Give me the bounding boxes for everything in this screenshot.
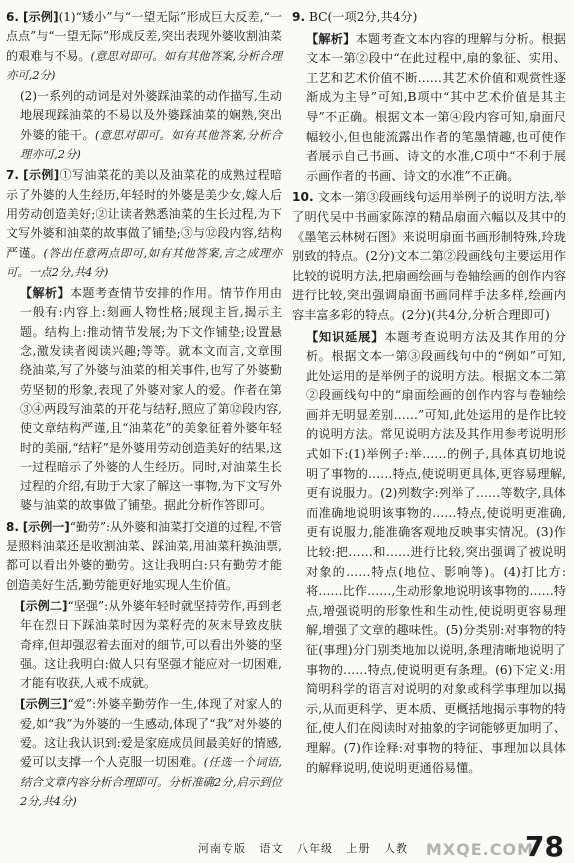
answer-paragraph — [292, 8, 566, 28]
answer-paragraph — [6, 518, 282, 595]
answer-text: ①写油菜花的美以及油菜花的成熟过程暗示了外婆的人生经历,年轻时的外婆是美少女,嫁人后用劳动创造美好;②让读者熟悉油菜的生长过程,为下文写外婆和油菜的故事做了铺垫;③与⑫段内容,结构严谨。 — [6, 168, 282, 260]
answer-paragraph — [6, 695, 282, 811]
question-number: 8. — [6, 519, 19, 534]
scoring-note: (答出任意两点即可,如有其他答案,言之成理亦可。一点2分,共4分) — [6, 245, 282, 279]
scoring-note: (意思对即可。如有其他答案,分析合理亦可,2分) — [20, 127, 282, 162]
answer-text: “坚强”:从外婆年轻时就坚持劳作,再到老年在烈日下踩油菜时因为菜籽壳的灰末导致皮肤奇痒,但却强忍着去面对的细节,可以看出外婆的坚强。这让我明白:做人只有坚强才能应对一切困难,才能有收获,人戒不成就。 — [20, 598, 282, 691]
footer-grade: 八年级 — [297, 842, 333, 855]
answer-paragraph — [292, 188, 566, 325]
left-column — [6, 8, 282, 813]
footer-publisher: 人教 — [384, 842, 408, 855]
answer-tag: 【解析】 — [306, 31, 356, 46]
answer-paragraph — [6, 284, 282, 516]
page-footer — [0, 830, 574, 863]
answer-paragraph — [6, 8, 282, 85]
answer-tag: [示例一] — [22, 519, 70, 534]
footer-subject: 语文 — [259, 842, 284, 855]
scoring-note: (意思对即可。如有其他答案,分析合理亦可,2分) — [6, 48, 282, 82]
answer-text: (2)一系列的动词是对外婆踩油菜的动作描写,生动地展现踩油菜的不易以及外婆踩油菜的娴熟,突出外婆的能干。 — [20, 89, 282, 142]
footer-term: 上册 — [346, 842, 371, 855]
answer-text: 本题考查文本内容的理解与分析。根据文本一第②段中“在此过程中,扇的象征、实用、工艺和艺术价值不断……其艺术价值和观赏性逐渐成为主导”可知,B项中“其中艺术价值是其主导”不正确。根据文本一第④段内容可知,扇面尺幅较小,但也能流露出作者的笔墨情趣,也可使作者展示自己书画、诗文的水准,C项中“不利于展示画作者的书画、诗文的水准”不正确。 — [306, 31, 566, 183]
answer-text: 文本一第③段画线句运用举例子的说明方法,举了明代吴中书画家陈淳的精品扇面六幅以及其中的《墨笔云林树石图》来说明扇面书画形制特殊,玲珑别致的特点。(2分)文本二第②段画线句主要运用作比较的说明方法,把扇画绘画与卷轴绘画的创作内容进行比较,突出强调扇面书画同样手法多样,绘画内容丰富多彩的特点。(2分)(共4分,分析合理即可) — [292, 190, 567, 322]
answer-paragraph — [6, 597, 282, 693]
answer-tag: [示例] — [22, 10, 59, 24]
answer-text: BC(一项2分,共4分) — [309, 10, 418, 24]
footer-edition: 河南专版 — [198, 842, 246, 855]
answer-paragraph — [292, 328, 566, 779]
answer-paragraph — [6, 166, 282, 282]
answer-tag: [示例] — [23, 168, 60, 183]
answer-text: “爱”:外婆辛勤劳作一生,体现了对家人的爱,如“我”为外婆的一生感动,体现了“我”对外婆的爱。这让我认识到:爱是家庭成员间最美好的情感,爱可以支撑一个人克服一切困难。 — [20, 697, 282, 770]
footer-meta — [198, 840, 408, 856]
answer-text: “勤劳”:从外婆和油菜打交道的过程,不管是照料油菜还是收割油菜、踩油菜,用油菜秆换油票,都可以看出外婆的勤劳。这让我明白:只有勤劳才能创造美好生活,勤劳能更好地实现人生价值。 — [6, 519, 282, 592]
watermark-logo: MXQE.COM — [425, 840, 534, 859]
answer-text: (1)“矮小”与“一望无际”形成巨大反差,“一点点”与“一望无际”形成反差,突出表现外婆收割油菜的艰难与不易。 — [6, 10, 282, 63]
answer-text: 本题考查情节安排的作用。情节作用由一般有:内容上:刻画人物性格;展现主旨,揭示主题。结构上:推动情节发展;为下文作铺垫;设置悬念,激发读者阅读兴趣;等等。就本文而言,文章围绕油菜,写了外婆与油菜的相关事件,也写了外婆勤劳坚韧的形象,表现了外婆对家人的爱。作者在第③④两段写油菜的开花与结籽,照应了第⑫段内容,使文章结构严谨,且“油菜花”的美象征着外婆年轻时的美丽,“结籽”是外婆用劳动创造美好的结果,这一过程暗示了外婆的人生经历。同时,对油菜生长过程的介绍,有助于大家了解这一事物,为下文写外婆与油菜的故事做了铺垫。据此分析作答即可。 — [20, 286, 282, 513]
answer-tag: [示例二] — [20, 598, 68, 613]
answer-tag: [示例三] — [20, 697, 68, 712]
answer-text: 本题考查说明方法及其作用的分析。根据文本一第③段画线句中的“例如”可知,此处运用的是举例子的说明方法。根据文本二第②段画线句中的“扇面绘画的创作内容与卷轴绘画并无明显差别……”可知,此处运用的是作比较的说明方法。常见说明方法及其作用参考说明形式如下:(1)举例子:举……的例子,具体真切地说明了事物的……特点,使说明更具体,更容易理解,更有说服力。(2)列数字:列举了……等数字,具体而准确地说明该事物的……特点,使说明更准确,更有说服力,能准确客观地反映事实情况。(3)作比较:把……和……进行比较,突出强调了被说明对象的……特点(地位、影响等)。(4)打比方:将……比作……,生动形象地说明该事物的……特点,增强说明的形象性和生动性,使说明更容易理解,增强了文章的趣味性。(5)分类别:对事物的特征(事理)分门别类地加以说明,条理清晰地说明了事物的……特点,使说明更有条理。(6)下定义:用简明科学的语言对说明的对象或科学事理加以揭示,从而更科学、更本质、更概括地揭示事物的特征,使人们在阅读时对抽象的字词能够更加明了、理解。(7)作诠释:对事物的特征、事理加以具体的解释说明,使说明更通俗易懂。 — [306, 329, 567, 775]
question-number: 10. — [292, 190, 314, 205]
page-number: 78 — [525, 830, 564, 863]
answer-paragraph — [292, 30, 566, 187]
answer-tag: 【解析】 — [20, 286, 70, 301]
question-number: 6. — [6, 10, 19, 24]
question-number: 7. — [6, 168, 19, 183]
question-number: 9. — [292, 10, 306, 24]
right-column — [292, 8, 566, 780]
answer-paragraph — [6, 87, 282, 164]
scoring-note: (任选一个词语,结合文章内容分析合理即可。分析准确2分,启示到位2分,共4分) — [20, 755, 282, 808]
answer-tag: 【知识延展】 — [306, 329, 385, 344]
